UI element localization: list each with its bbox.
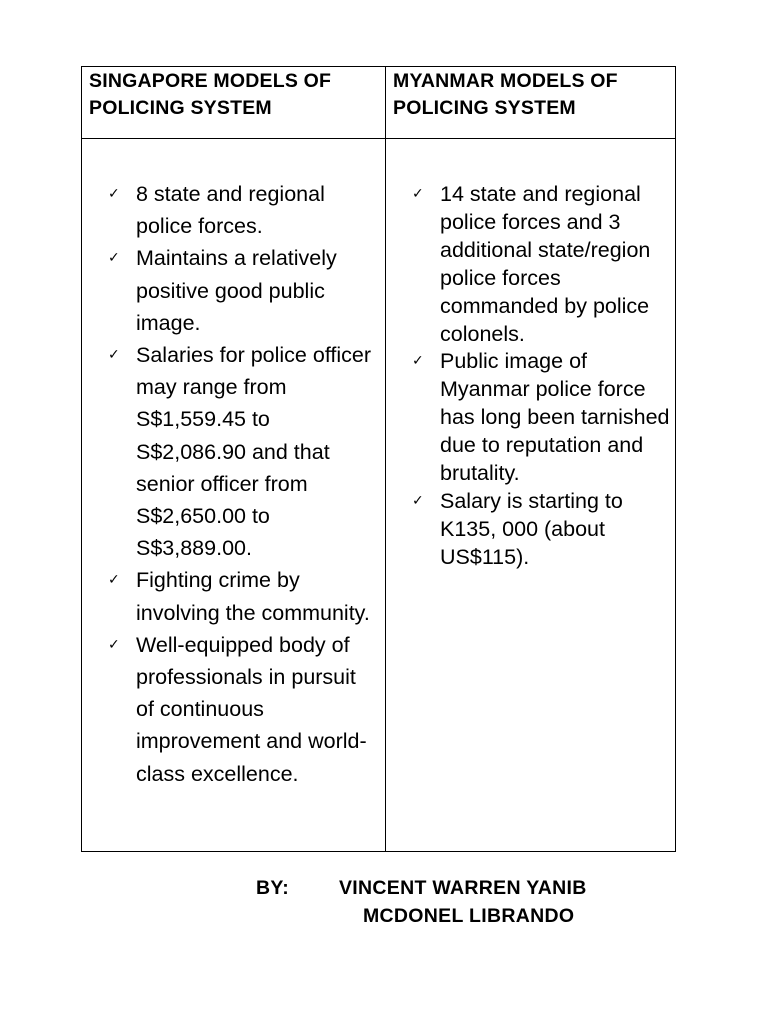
author-name: MCDONEL LIBRANDO xyxy=(363,905,575,927)
list-item-text: Well-equipped body of professionals in pursuit of continuous improvement and world-class excellence. xyxy=(136,632,367,786)
checkmark-icon: ✓ xyxy=(108,572,120,589)
list-item xyxy=(108,178,376,242)
checkmark-icon: ✓ xyxy=(108,186,120,202)
byline-label: BY: xyxy=(256,877,290,899)
list-item xyxy=(108,339,376,564)
header-myanmar: MYANMAR MODELS OF POLICING SYSTEM xyxy=(393,70,618,119)
list-item-text: Salary is starting to K135, 000 (about US$115). xyxy=(440,488,623,569)
checkmark-icon: ✓ xyxy=(412,186,424,202)
list-item xyxy=(108,564,376,628)
list-item-text: Salaries for police officer may range from S$1,559.45 to S$2,086.90 and that senior officer from S$2,650.00 to S$3,889.00. xyxy=(136,343,372,561)
list-item-text: Fighting crime by involving the community. xyxy=(136,568,370,625)
list-item-text: Maintains a relatively positive good public image. xyxy=(136,246,337,335)
list-item xyxy=(412,348,672,488)
list-item xyxy=(108,629,376,790)
checkmark-icon: ✓ xyxy=(108,636,120,653)
checkmark-icon: ✓ xyxy=(108,347,120,364)
list-item xyxy=(412,181,672,348)
singapore-list xyxy=(108,178,376,790)
list-item-text: 14 state and regional police forces and 3 additional state/region police forces commanded by police colonels. xyxy=(440,182,651,346)
column-divider xyxy=(385,67,386,851)
checkmark-icon: ✓ xyxy=(412,492,424,509)
header-divider xyxy=(82,138,675,139)
list-item xyxy=(412,488,672,572)
author-name: VINCENT WARREN YANIB xyxy=(339,877,587,899)
list-item-text: Public image of Myanmar police force has long been tarnished due to reputation and brutality. xyxy=(440,349,670,486)
header-singapore: SINGAPORE MODELS OF POLICING SYSTEM xyxy=(89,70,332,119)
comparison-table xyxy=(81,66,676,852)
list-item xyxy=(108,242,376,339)
checkmark-icon: ✓ xyxy=(108,250,120,267)
list-item-text: 8 state and regional police forces. xyxy=(136,182,325,239)
checkmark-icon: ✓ xyxy=(412,353,424,370)
myanmar-list xyxy=(412,181,672,572)
